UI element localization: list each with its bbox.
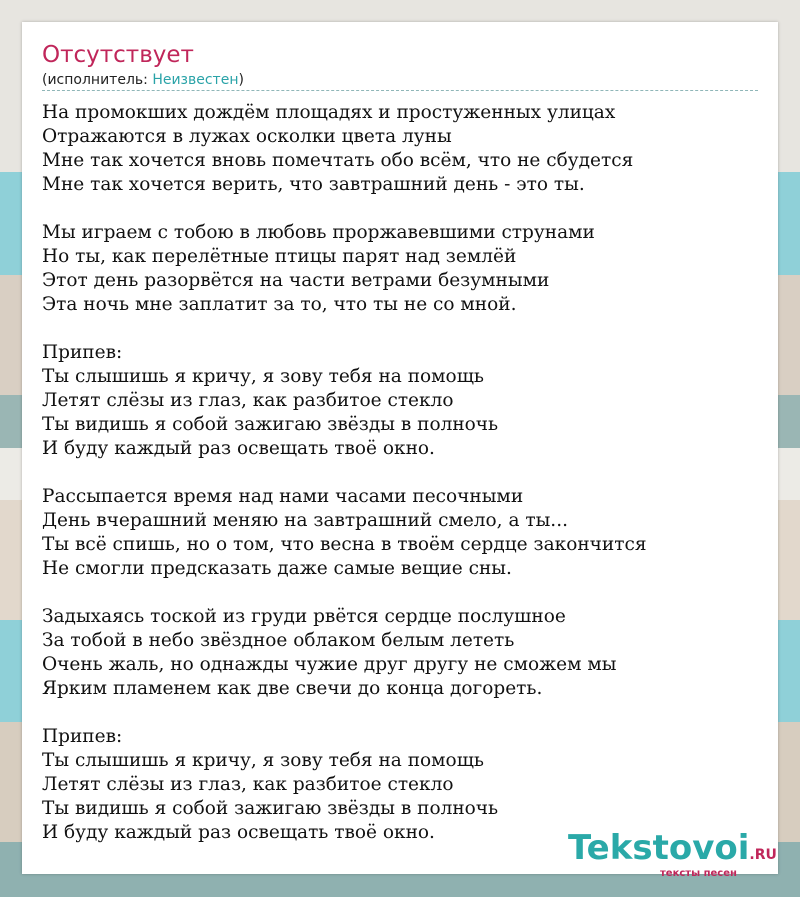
stanza <box>42 221 762 317</box>
lyric-line: И буду каждый раз освещать твоё окно. <box>42 822 435 843</box>
lyric-line: Ярким пламенем как две свечи до конца догореть. <box>42 678 543 699</box>
lyric-line: Ты слышишь я кричу, я зову тебя на помощь <box>42 366 484 387</box>
lyric-line: Ты слышишь я кричу, я зову тебя на помощь <box>42 750 484 771</box>
lyric-line: Отражаются в лужах осколки цвета луны <box>42 126 452 147</box>
logo-tld: .RU <box>749 847 777 863</box>
chorus-label: Припев: <box>42 726 123 747</box>
lyric-line: День вчерашний меняю на завтрашний смело, а ты... <box>42 510 568 531</box>
lyric-line: Рассыпается время над нами часами песочными <box>42 486 524 507</box>
lyric-line: Ты всё спишь, но о том, что весна в твоём сердце закончится <box>42 534 647 555</box>
chorus-stanza <box>42 725 762 845</box>
artist-prefix: (исполнитель: <box>42 72 153 88</box>
lyrics-body <box>42 101 762 869</box>
lyric-line: На промокших дождём площадях и простуженных улицах <box>42 102 616 123</box>
lyric-line: Ты видишь я собой зажигаю звёзды в полночь <box>42 798 499 819</box>
lyric-line: Мне так хочется верить, что завтрашний день - это ты. <box>42 174 585 195</box>
song-title: Отсутствует <box>42 42 194 68</box>
lyrics-card <box>22 22 778 879</box>
artist-suffix: ) <box>238 72 244 88</box>
lyric-line: Летят слёзы из глаз, как разбитое стекло <box>42 774 454 795</box>
logo-tagline: тексты песен <box>660 868 737 879</box>
lyric-line: Этот день разорвётся на части ветрами безумными <box>42 270 550 291</box>
stanza <box>42 485 762 581</box>
lyric-line: Задыхаясь тоской из груди рвётся сердце послушное <box>42 606 566 627</box>
lyric-line: Очень жаль, но однажды чужие друг другу не сможем мы <box>42 654 617 675</box>
header-divider <box>42 90 758 91</box>
logo-wordmark: Tekstovoi <box>568 828 750 868</box>
lyric-line: За тобой в небо звёздное облаком белым лететь <box>42 630 515 651</box>
site-logo[interactable] <box>568 828 777 879</box>
artist-line <box>42 72 244 88</box>
lyric-line: И буду каждый раз освещать твоё окно. <box>42 438 435 459</box>
lyric-line: Ты видишь я собой зажигаю звёзды в полночь <box>42 414 499 435</box>
stanza <box>42 605 762 701</box>
stanza <box>42 101 762 197</box>
chorus-label: Припев: <box>42 342 123 363</box>
lyric-line: Эта ночь мне заплатит за то, что ты не со мной. <box>42 294 517 315</box>
chorus-stanza <box>42 341 762 461</box>
lyric-line: Но ты, как перелётные птицы парят над землёй <box>42 246 517 267</box>
artist-link[interactable]: Неизвестен <box>152 72 239 88</box>
lyric-line: Мне так хочется вновь помечтать обо всём, что не сбудется <box>42 150 634 171</box>
lyric-line: Не смогли предсказать даже самые вещие сны. <box>42 558 512 579</box>
lyric-line: Летят слёзы из глаз, как разбитое стекло <box>42 390 454 411</box>
lyric-line: Мы играем с тобою в любовь проржавевшими струнами <box>42 222 595 243</box>
